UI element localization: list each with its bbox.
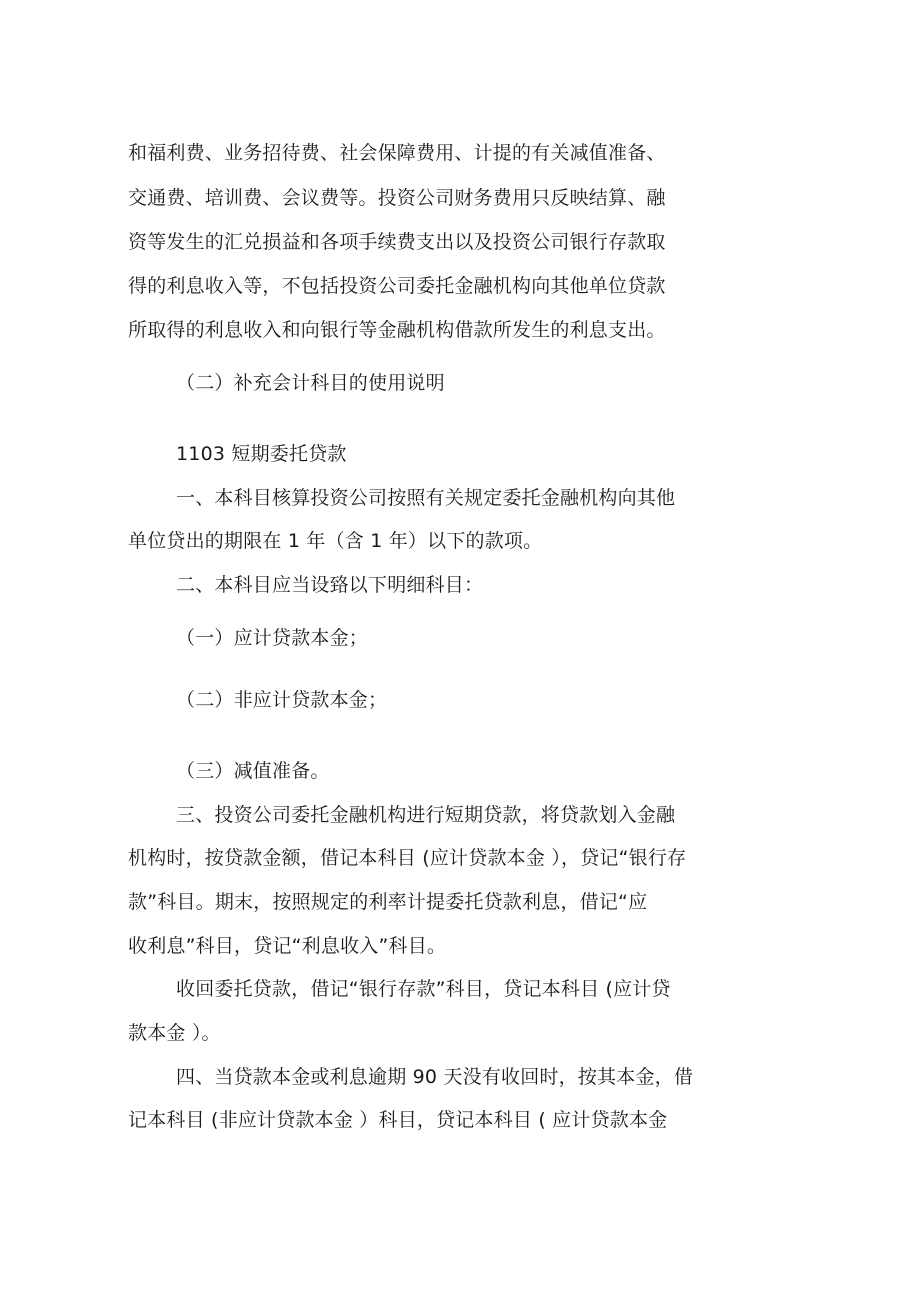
- text-line: 二、本科目应当设臵以下明细科目：: [176, 574, 484, 596]
- text-line: 收利息”科目，贷记“利息收入”科目。: [128, 935, 447, 957]
- text-line: 交通费、培训费、会议费等。投资公司财务费用只反映结算、融: [128, 187, 666, 209]
- text-line: 收回委托贷款，借记“银行存款”科目，贷记本科目 (应计贷: [176, 978, 671, 1000]
- account-title: 1103 短期委托贷款: [176, 443, 347, 465]
- text-line: 一、本科目核算投资公司按照有关规定委托金融机构向其他: [176, 487, 676, 509]
- text-line: 记本科目 (非应计贷款本金 ）科目，贷记本科目 ( 应计贷款本金: [128, 1109, 668, 1131]
- text-line: 款”科目。期末，按照规定的利率计提委托贷款利息，借记“应: [128, 891, 648, 913]
- text-line: 得的利息收入等，不包括投资公司委托金融机构向其他单位贷款: [128, 275, 666, 297]
- text-line: 和福利费、业务招待费、社会保障费用、计提的有关减值准备、: [128, 142, 666, 164]
- list-item: （一）应计贷款本金；: [176, 627, 369, 649]
- text-line: 三、投资公司委托金融机构进行短期贷款，将贷款划入金融: [176, 804, 676, 826]
- text-line: 单位贷出的期限在 1 年（含 1 年）以下的款项。: [128, 530, 543, 552]
- text-line: 所取得的利息收入和向银行等金融机构借款所发生的利息支出。: [128, 319, 666, 341]
- text-line: 款本金 ）。: [128, 1022, 221, 1044]
- list-item: （二）非应计贷款本金；: [176, 689, 388, 711]
- text-line: 四、当贷款本金或利息逾期 90 天没有收回时，按其本金，借: [176, 1066, 694, 1088]
- text-line: 机构时，按贷款金额，借记本科目 (应计贷款本金 ），贷记“银行存: [128, 847, 687, 869]
- text-line: 资等发生的汇兑损益和各项手续费支出以及投资公司银行存款取: [128, 231, 666, 253]
- section-heading: （二）补充会计科目的使用说明: [176, 372, 445, 394]
- list-item: （三）减值准备。: [176, 760, 330, 782]
